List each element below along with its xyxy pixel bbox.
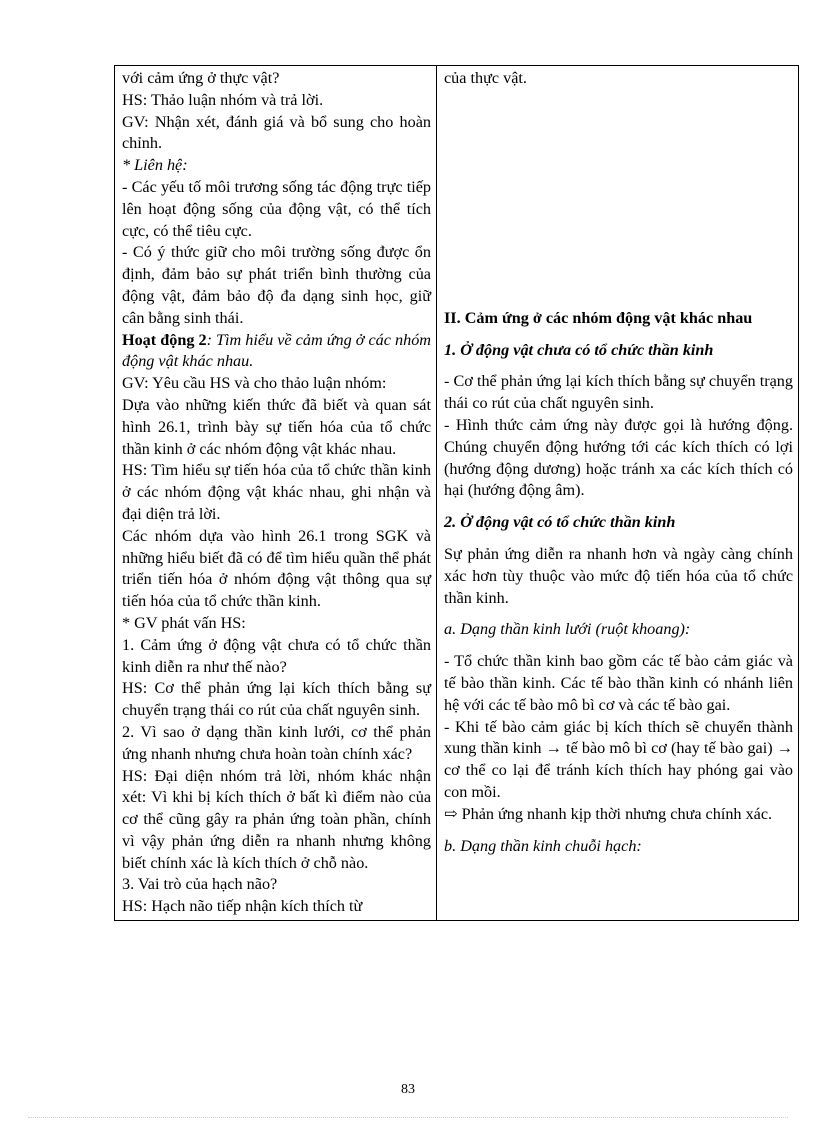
left-para: HS: Hạch não tiếp nhận kích thích từ: [122, 897, 363, 916]
left-para: * Liên hệ:: [122, 156, 188, 175]
teacher-student-activities-cell: [115, 66, 437, 921]
right-para: - Tổ chức thần kinh bao gồm các tế bào cảm giác và tế bào thần kinh. Các tế bào thần kinh có nhánh liên hệ với các tế bào mô bì cơ và các tế bào gai.: [444, 652, 793, 714]
left-para: GV: Yêu cầu HS và cho thảo luận nhóm:: [122, 374, 387, 393]
right-para: ⇨ Phản ứng nhanh kịp thời nhưng chưa chính xác.: [444, 804, 773, 823]
subsection-title: 1. Ở động vật chưa có tổ chức thần kinh: [444, 340, 714, 359]
left-para: Dựa vào những kiến thức đã biết và quan sát hình 26.1, trình bày sự tiến hóa của tổ chức thần kinh ở các nhóm động vật khác nhau.: [122, 395, 431, 458]
subsection-title: 2. Ở động vật có tổ chức thần kinh: [444, 513, 676, 532]
right-top-text: của thực vật.: [444, 69, 527, 87]
page-number: 83: [401, 1082, 415, 1097]
right-para: Sự phản ứng diễn ra nhanh hơn và ngày càng chính xác hơn tùy thuộc vào mức độ tiến hóa của tổ chức thần kinh.: [444, 544, 793, 607]
left-para: GV: Nhận xét, đánh giá và bổ sung cho hoàn chỉnh.: [122, 112, 431, 153]
activity-title: : Tìm hiểu về cảm ứng ở các nhóm động vật khác nhau.: [122, 330, 431, 371]
right-para: - Hình thức cảm ứng này được gọi là hướng động. Chúng chuyển động hướng tới các kích thích có lợi (hướng động dương) hoặc tránh xa các kích thích có hại (hướng động âm).: [444, 415, 793, 500]
left-column-text: [122, 68, 431, 918]
left-para: HS: Tìm hiểu sự tiến hóa của tổ chức thần kinh ở các nhóm động vật khác nhau, ghi nhận và đại diện trả lời.: [122, 461, 431, 523]
left-para: HS: Cơ thể phản ứng lại kích thích bằng sự chuyển trạng thái co rút của chất nguyên sinh.: [122, 679, 431, 720]
left-para: với cảm ứng ở thực vật?: [122, 69, 280, 87]
left-para: - Các yếu tố môi trương sống tác động trực tiếp lên hoạt động sống của động vật, có thể tích cực, có thể tiêu cực.: [122, 177, 431, 240]
left-para: 2. Vì sao ở dạng thần kinh lưới, cơ thể phản ứng nhanh nhưng chưa hoàn toàn chính xác?: [122, 722, 431, 763]
left-para: Các nhóm dựa vào hình 26.1 trong SGK và những hiểu biết đã có để tìm hiểu quần thể phát triển tiến hóa ở nhóm động vật thông qua sự tiến hóa của tổ chức thần kinh.: [122, 526, 431, 611]
right-para: - Cơ thể phản ứng lại kích thích bằng sự chuyển trạng thái co rút của chất nguyên sinh.: [444, 372, 793, 413]
subsection-title: a. Dạng thần kinh lưới (ruột khoang):: [444, 620, 691, 639]
activity-heading: [122, 330, 431, 374]
right-para: - Khi tế bào cảm giác bị kích thích sẽ chuyển thành xung thần kinh → tế bào mô bì cơ (hay tế bào gai) → cơ thể co lại để tránh kích thích hay phóng gai vào con mồi.: [444, 717, 793, 801]
page-bottom-divider: [28, 1117, 788, 1118]
content-cell: [437, 66, 799, 921]
section-title: II. Cảm ứng ở các nhóm động vật khác nhau: [444, 308, 753, 327]
lesson-table: [114, 65, 799, 921]
subsection-title: b. Dạng thần kinh chuỗi hạch:: [444, 836, 642, 855]
blank-space: [444, 90, 793, 308]
table-row: [115, 66, 799, 921]
left-para: HS: Đại diện nhóm trả lời, nhóm khác nhận xét: Vì khi bị kích thích ở bất kì điểm nào của cơ thể cũng gây ra phản ứng toàn phần, chính vì vậy phản ứng diễn ra nhanh nhưng không biết chính xác là kích thích ở chỗ nào.: [122, 766, 431, 872]
right-column-text: [444, 68, 793, 857]
left-para: * GV phát vấn HS:: [122, 613, 246, 632]
left-para: 3. Vai trò của hạch não?: [122, 875, 278, 894]
activity-label: Hoạt động 2: [122, 330, 207, 349]
left-para: HS: Thảo luận nhóm và trả lời.: [122, 90, 324, 109]
left-para: 1. Cảm ứng ở động vật chưa có tổ chức thần kinh diễn ra như thế nào?: [122, 635, 431, 676]
left-para: - Có ý thức giữ cho môi trường sống được ổn định, đảm bảo sự phát triển bình thường của động vật, đảm bảo độ đa dạng sinh học, giữ cân bằng sinh thái.: [122, 243, 431, 327]
